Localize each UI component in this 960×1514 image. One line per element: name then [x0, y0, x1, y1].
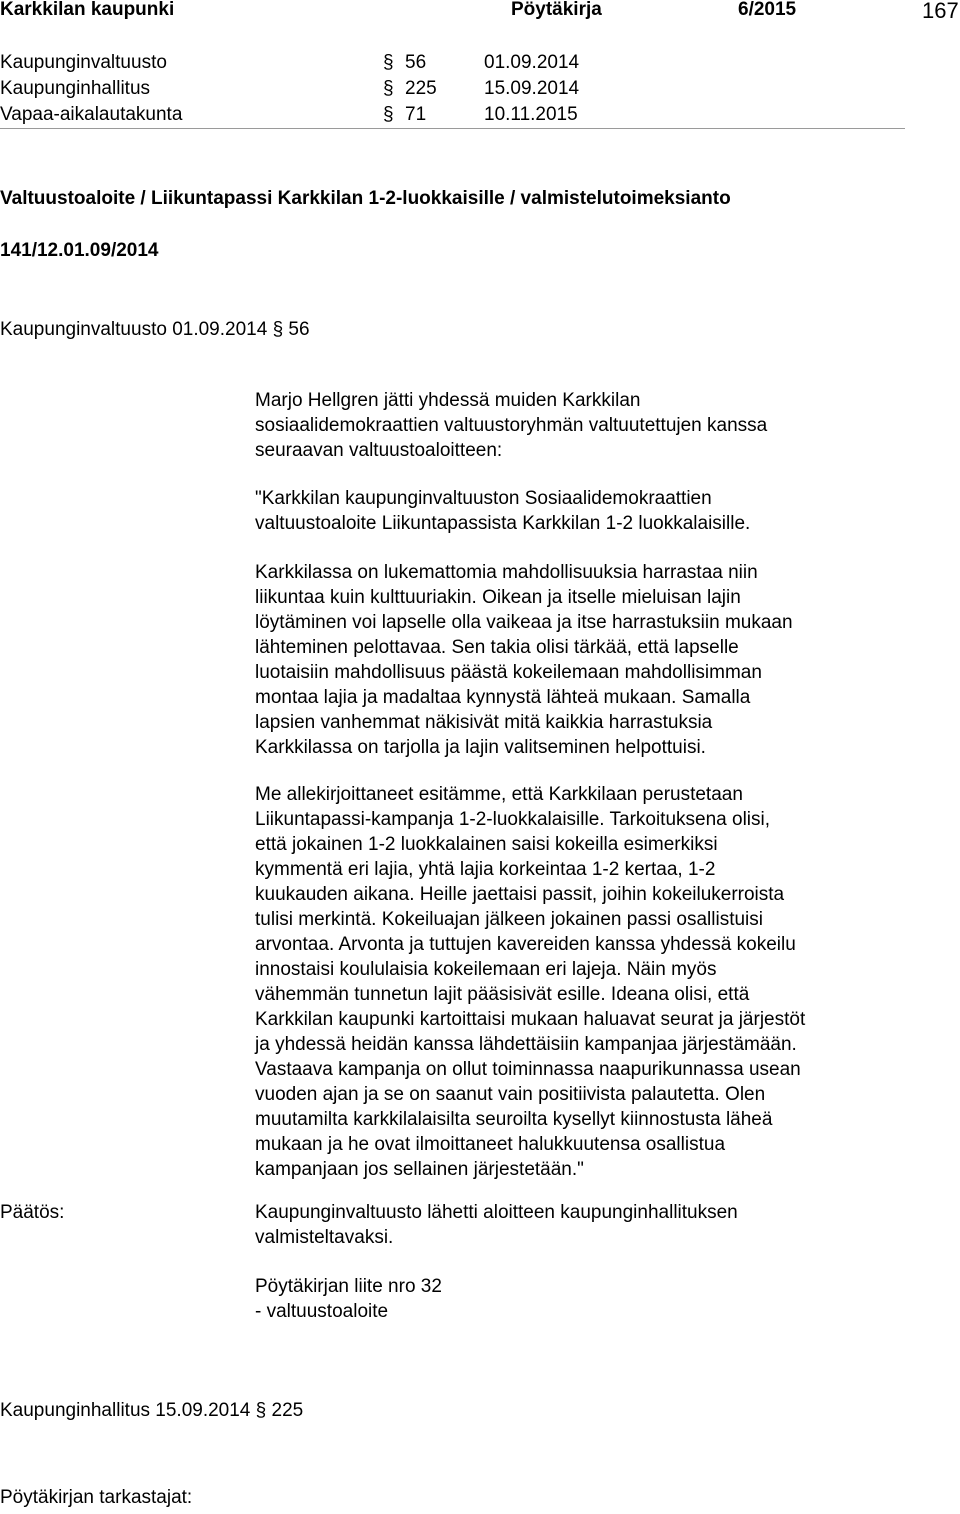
issue-number: 6/2015	[738, 0, 797, 20]
text-line: "Karkkilan kaupunginvaltuuston Sosiaalidemokraattien	[255, 488, 712, 509]
section-heading-council	[0, 317, 310, 342]
history-date: 01.09.2014	[484, 52, 580, 73]
history-date: 10.11.2015	[484, 104, 578, 125]
history-number: 225	[405, 78, 437, 99]
decision-label: Päätös:	[0, 1202, 65, 1223]
history-number: 71	[405, 104, 427, 125]
text-line: vuoden ajan ja se on saanut vain positiivista palautetta. Olen	[255, 1084, 766, 1105]
text-line: montaa lajia ja madaltaa kynnystä lähteä mukaan. Samalla	[255, 687, 751, 708]
decision-text	[255, 1200, 895, 1250]
paragraph-initiative-title	[255, 486, 895, 536]
text-line: Vastaava kampanja on ollut toiminnassa naapurikunnassa usean	[255, 1059, 801, 1080]
text-line: sosiaalidemokraattien valtuustoryhmän valtuutettujen kanssa	[255, 415, 768, 436]
text-line: arvontaa. Arvonta ja tuttujen kavereiden kanssa yhdessä kokeilu	[255, 934, 796, 955]
history-number: 56	[405, 52, 427, 73]
paragraph-proposal	[255, 782, 895, 1182]
text-line: että jokainen 1-2 luokkalainen saisi kokeilla esimerkiksi	[255, 834, 718, 855]
section-symbol-icon: §	[383, 52, 394, 73]
text-line: kymmentä eri lajia, yhtä lajia korkeintaa 1-2 kertaa, 1-2	[255, 859, 716, 880]
paragraph-intro	[255, 388, 895, 463]
section-heading-text: Kaupunginvaltuusto 01.09.2014	[0, 319, 268, 340]
section-symbol-icon: §	[383, 104, 394, 125]
municipality-name: Karkkilan kaupunki	[0, 0, 175, 20]
text-line: lapsien vanhemmat näkisivät mitä kaikkia harrastuksia	[255, 712, 713, 733]
paragraph-background	[255, 560, 895, 760]
text-line: Pöytäkirjan liite nro 32	[255, 1276, 442, 1297]
text-line: Karkkilassa on lukemattomia mahdollisuuksia harrastaa niin	[255, 562, 758, 583]
text-line: muutamilta karkkilalaisilta seuroilta kysellyt kiinnostusta läheä	[255, 1109, 773, 1130]
text-line: seuraavan valtuustoaloitteen:	[255, 440, 503, 461]
text-line: Me allekirjoittaneet esitämme, että Karkkilaan perustetaan	[255, 784, 743, 805]
history-date: 15.09.2014	[484, 78, 580, 99]
history-body: Vapaa-aikalautakunta	[0, 104, 183, 125]
text-line: tulisi merkintä. Kokeiluajan jälkeen jokainen passi osallistuisi	[255, 909, 763, 930]
text-line: kampanjaan jos sellainen järjestetään."	[255, 1159, 584, 1180]
page-number: 167	[922, 0, 959, 23]
text-line: Karkkilassa on tarjolla ja lajin valitseminen helpottuisi.	[255, 737, 706, 758]
section-heading-text: Kaupunginhallitus 15.09.2014	[0, 1400, 251, 1421]
text-line: - valtuustoaloite	[255, 1301, 389, 1322]
reference-number: 141/12.01.09/2014	[0, 240, 159, 261]
section-heading-number: 56	[288, 319, 310, 340]
text-line: ja yhdessä heidän kanssa lähdettäisiin kampanjaa järjestämään.	[255, 1034, 797, 1055]
text-line: valtuustoaloite Liikuntapassista Karkkilan 1-2 luokkalaisille.	[255, 513, 751, 534]
history-body: Kaupunginhallitus	[0, 78, 151, 99]
text-line: Kaupunginvaltuusto lähetti aloitteen kaupunginhallituksen	[255, 1202, 738, 1223]
attachment-note	[255, 1274, 895, 1324]
text-line: liikuntaa kuin kulttuuriakin. Oikean ja itselle mieluisan lajin	[255, 587, 741, 608]
section-symbol-icon: §	[272, 319, 284, 340]
text-line: valmisteltavaksi.	[255, 1227, 394, 1248]
text-line: mukaan ja he ovat ilmoittaneet halukkuutensa osallistua	[255, 1134, 726, 1155]
text-line: vähemmän tunnetun lajit pääsisivät esille. Ideana olisi, että	[255, 984, 750, 1005]
text-line: Marjo Hellgren jätti yhdessä muiden Karkkilan	[255, 390, 641, 411]
section-heading-board	[0, 1398, 303, 1423]
section-symbol-icon: §	[383, 78, 394, 99]
text-line: lähteminen pelottavaa. Sen takia olisi tärkää, että lapselle	[255, 637, 739, 658]
history-body: Kaupunginvaltuusto	[0, 52, 167, 73]
document-type: Pöytäkirja	[511, 0, 602, 20]
section-symbol-icon: §	[255, 1400, 267, 1421]
text-line: kuukauden aikana. Heille jaettaisi passit, joihin kokeilukerroista	[255, 884, 785, 905]
header-divider	[0, 128, 905, 129]
text-line: innostaisi koululaisia kokeilemaan eri lajeja. Näin myös	[255, 959, 717, 980]
text-line: Karkkilan kaupunki kartoittaisi mukaan haluavat seurat ja järjestöt	[255, 1009, 806, 1030]
minutes-inspectors-label: Pöytäkirjan tarkastajat:	[0, 1487, 193, 1508]
document-title: Valtuustoaloite / Liikuntapassi Karkkilan 1-2-luokkaisille / valmistelutoimeksianto	[0, 188, 731, 209]
text-line: Liikuntapassi-kampanja 1-2-luokkalaisille. Tarkoituksena olisi,	[255, 809, 771, 830]
text-line: löytäminen voi lapselle olla vaikeaa ja itse harrastuksiin mukaan	[255, 612, 793, 633]
text-line: luotaisiin mahdollisuus päästä kokeilemaan mahdollisimman	[255, 662, 762, 683]
section-heading-number: 225	[271, 1400, 304, 1421]
